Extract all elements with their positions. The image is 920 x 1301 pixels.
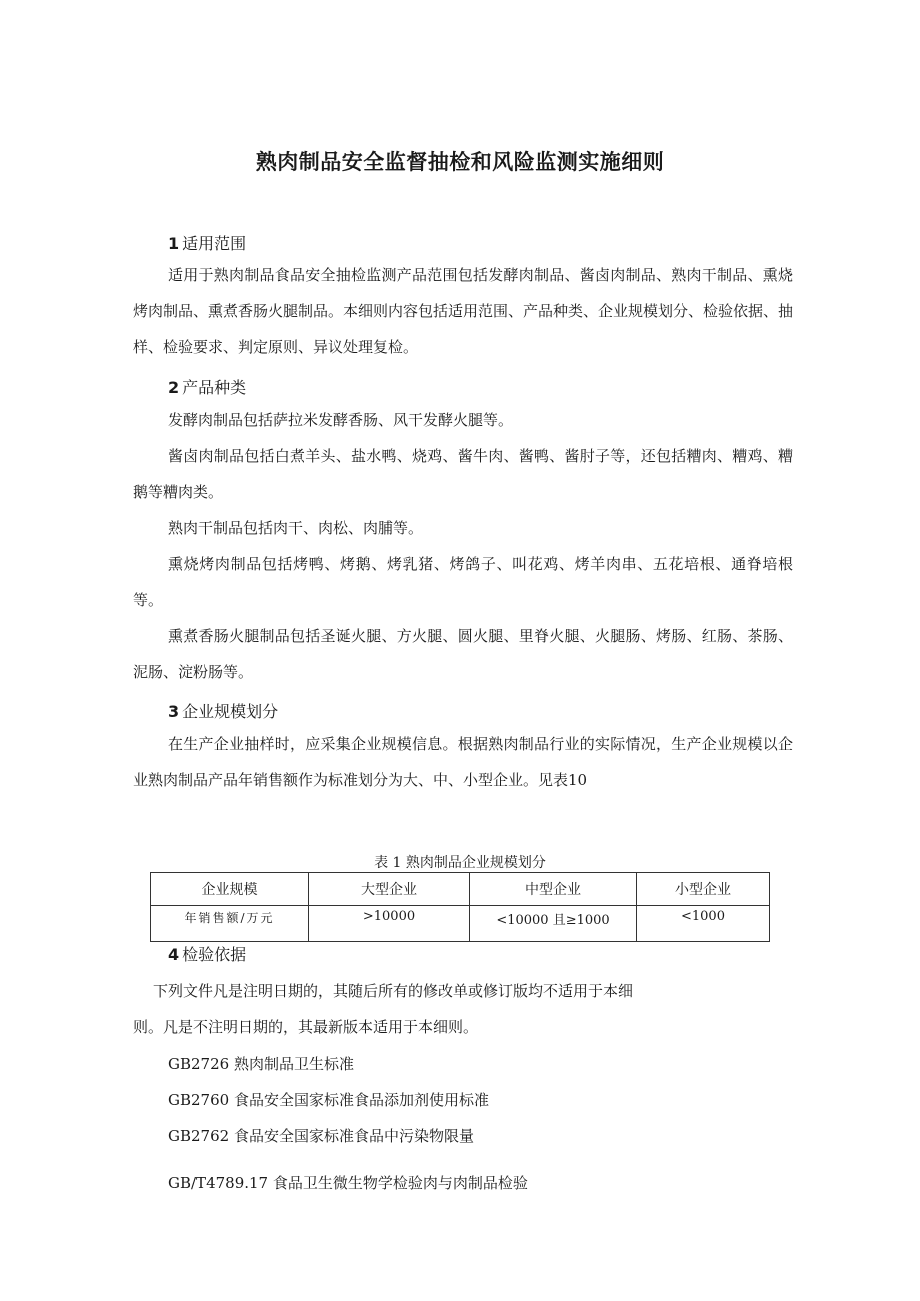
table-header-cell: 小型企业	[637, 873, 770, 906]
section-2-number: 2	[168, 378, 180, 397]
table-header-cell: 大型企业	[309, 873, 470, 906]
standard-item: GB2762 食品安全国家标准食品中污染物限量	[168, 1127, 474, 1145]
section-3-paragraph: 在生产企业抽样时，应采集企业规模信息。根据熟肉制品行业的实际情况，生产企业规模以企业熟肉制品产品年销售额作为标准划分为大、中、小型企业。见表10	[133, 735, 793, 789]
section-2-heading	[168, 375, 246, 398]
section-1-heading	[168, 231, 246, 254]
section-2-paragraph-sausage: 熏煮香肠火腿制品包括圣诞火腿、方火腿、圆火腿、里脊火腿、火腿肠、烤肠、红肠、茶肠、泥肠、淀粉肠等。	[133, 627, 793, 681]
standard-item: GB/T4789.17 食品卫生微生物学检验肉与肉制品检验	[168, 1174, 528, 1192]
standard-item: GB2726 熟肉制品卫生标准	[168, 1055, 354, 1073]
section-3-number: 3	[168, 702, 180, 721]
section-3-heading	[168, 699, 278, 722]
section-2-title: 产品种类	[182, 378, 247, 397]
section-4-paragraph-line-1: 下列文件凡是注明日期的，其随后所有的修改单或修订版均不适用于本细	[153, 982, 634, 1000]
section-1-title: 适用范围	[182, 234, 247, 253]
standard-item: GB2760 食品安全国家标准食品添加剂使用标准	[168, 1091, 489, 1109]
section-4-heading	[168, 942, 246, 965]
table-1-caption: 表 1 熟肉制品企业规模划分	[374, 855, 546, 871]
table-cell: <10000 且≥1000	[470, 906, 637, 942]
section-3-title: 企业规模划分	[182, 702, 279, 721]
table-header-row	[151, 873, 770, 906]
enterprise-scale-table	[150, 872, 770, 942]
section-2-paragraph-dried: 熟肉干制品包括肉干、肉松、肉脯等。	[168, 519, 424, 537]
section-1-number: 1	[168, 234, 180, 253]
table-cell: >10000	[309, 906, 470, 942]
table-cell: <1000	[637, 906, 770, 942]
section-1-paragraph: 适用于熟肉制品食品安全抽检监测产品范围包括发酵肉制品、酱卤肉制品、熟肉干制品、熏烧烤肉制品、熏煮香肠火腿制品。本细则内容包括适用范围、产品种类、企业规模划分、检验依据、抽样、检验要求、判定原则、异议处理复检。	[133, 266, 794, 356]
table-header-cell: 中型企业	[470, 873, 637, 906]
section-4-paragraph	[133, 973, 733, 1045]
section-2-paragraph-fermented: 发酵肉制品包括萨拉米发酵香肠、风干发酵火腿等。	[168, 411, 514, 429]
table-row	[151, 906, 770, 942]
table-header-cell: 企业规模	[151, 873, 309, 906]
document-title: 熟肉制品安全监督抽检和风险监测实施细则	[255, 150, 665, 174]
section-4-title: 检验依据	[182, 945, 247, 964]
section-4-number: 4	[168, 945, 180, 964]
table-cell: 年销售额/万元	[151, 906, 309, 942]
section-4-paragraph-line-2: 则。凡是不注明日期的，其最新版本适用于本细则。	[133, 1018, 479, 1036]
section-2-paragraph-braised: 酱卤肉制品包括白煮羊头、盐水鸭、烧鸡、酱牛肉、酱鸭、酱肘子等，还包括糟肉、糟鸡、糟鹅等糟肉类。	[133, 447, 793, 501]
section-2-paragraph-roasted: 熏烧烤肉制品包括烤鸭、烤鹅、烤乳猪、烤鸽子、叫花鸡、烤羊肉串、五花培根、通脊培根等。	[133, 555, 793, 609]
